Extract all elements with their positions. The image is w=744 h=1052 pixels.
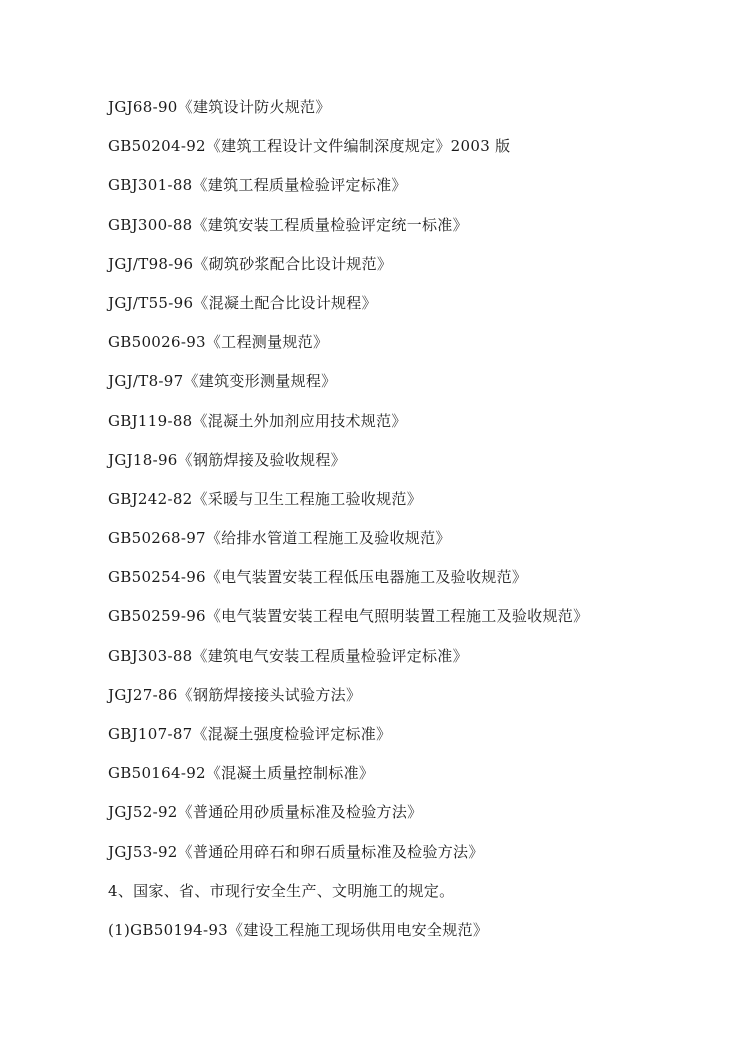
list-item: GBJ301-88《建筑工程质量检验评定标准》	[108, 176, 407, 195]
list-item: GB50204-92《建筑工程设计文件编制深度规定》2003 版	[108, 137, 511, 156]
list-item: JGJ/T55-96《混凝土配合比设计规程》	[108, 293, 377, 312]
list-item: GBJ242-82《采暖与卫生工程施工验收规范》	[108, 489, 423, 508]
list-item: JGJ18-96《钢筋焊接及验收规程》	[108, 450, 346, 469]
list-item: (1)GB50194-93《建设工程施工现场供用电安全规范》	[108, 920, 489, 939]
list-item: GBJ119-88《混凝土外加剂应用技术规范》	[108, 411, 407, 430]
standards-list	[108, 94, 588, 956]
list-item: GBJ303-88《建筑电气安装工程质量检验评定标准》	[108, 646, 468, 665]
list-item: JGJ53-92《普通砼用碎石和卵石质量标准及检验方法》	[108, 842, 484, 861]
list-item: GB50268-97《给排水管道工程施工及验收规范》	[108, 529, 451, 548]
list-item: JGJ52-92《普通砼用砂质量标准及检验方法》	[108, 803, 423, 822]
list-item: GB50259-96《电气装置安装工程电气照明装置工程施工及验收规范》	[108, 607, 589, 626]
list-item: GB50026-93《工程测量规范》	[108, 333, 329, 352]
list-item: GB50164-92《混凝土质量控制标准》	[108, 764, 375, 783]
list-item: JGJ/T8-97《建筑变形测量规程》	[108, 372, 337, 391]
list-item: JGJ/T98-96《砌筑砂浆配合比设计规范》	[108, 254, 393, 273]
list-item: GB50254-96《电气装置安装工程低压电器施工及验收规范》	[108, 568, 528, 587]
list-item: JGJ27-86《钢筋焊接接头试验方法》	[108, 685, 362, 704]
list-item: GBJ300-88《建筑安装工程质量检验评定统一标准》	[108, 215, 468, 234]
section-heading: 4、国家、省、市现行安全生产、文明施工的规定。	[108, 881, 455, 900]
list-item: JGJ68-90《建筑设计防火规范》	[108, 98, 331, 116]
list-item: GBJ107-87《混凝土强度检验评定标准》	[108, 725, 392, 743]
